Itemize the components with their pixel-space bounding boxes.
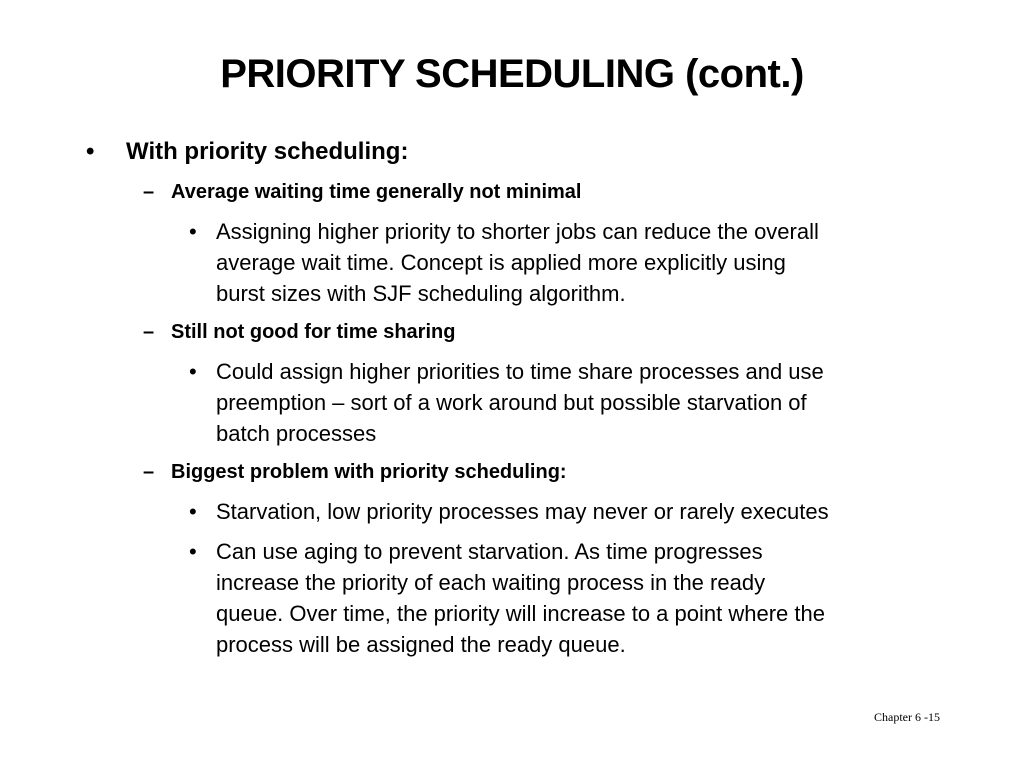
small-bullet-icon: • bbox=[189, 539, 197, 564]
detail-line: Can use aging to prevent starvation. As time progresses bbox=[216, 539, 763, 564]
dash-icon: – bbox=[143, 321, 155, 343]
slide-footer: Chapter 6 -15 bbox=[874, 710, 940, 724]
detail-line: average wait time. Concept is applied more explicitly using bbox=[216, 250, 786, 275]
bullet-dot-icon: • bbox=[86, 138, 95, 165]
detail-line: increase the priority of each waiting process in the ready bbox=[216, 570, 766, 595]
detail-line: preemption – sort of a work around but possible starvation of bbox=[216, 390, 807, 415]
small-bullet-icon: • bbox=[189, 499, 197, 524]
detail-line: queue. Over time, the priority will increase to a point where the bbox=[216, 601, 825, 626]
detail-line: process will be assigned the ready queue. bbox=[216, 632, 626, 657]
subpoint-text: Biggest problem with priority scheduling: bbox=[171, 461, 567, 483]
detail-line: Assigning higher priority to shorter jobs can reduce the overall bbox=[216, 219, 819, 244]
detail-line: Starvation, low priority processes may never or rarely executes bbox=[216, 499, 829, 524]
subpoint-text: Still not good for time sharing bbox=[171, 321, 456, 343]
bullet-text: With priority scheduling: bbox=[126, 138, 409, 165]
small-bullet-icon: • bbox=[189, 359, 197, 384]
dash-icon: – bbox=[143, 461, 155, 483]
detail-line: Could assign higher priorities to time share processes and use bbox=[216, 359, 824, 384]
slide-title: PRIORITY SCHEDULING (cont.) bbox=[220, 52, 804, 96]
small-bullet-icon: • bbox=[189, 219, 197, 244]
detail-line: burst sizes with SJF scheduling algorithm. bbox=[216, 281, 626, 306]
dash-icon: – bbox=[143, 181, 155, 203]
subpoint-text: Average waiting time generally not minimal bbox=[171, 181, 582, 203]
detail-line: batch processes bbox=[216, 421, 377, 446]
